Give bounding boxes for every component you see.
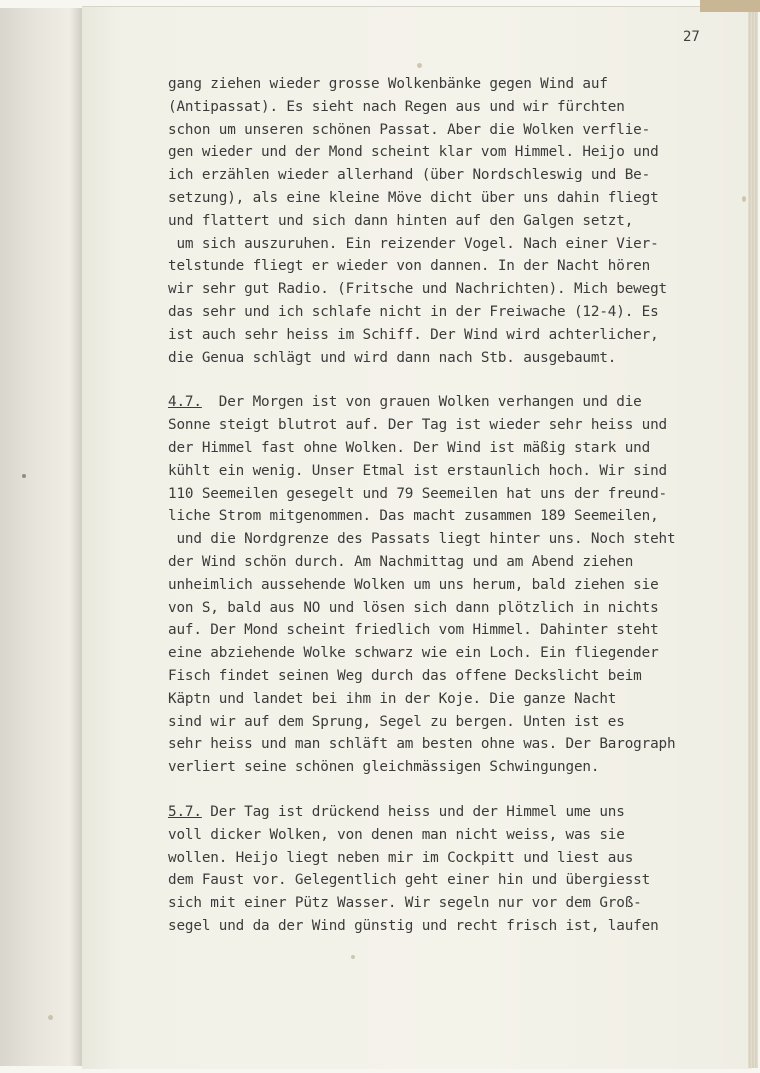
text-line: um sich auszuruhen. Ein reizender Vogel. Nach einer Vier- [168, 235, 659, 252]
paper-speck [417, 63, 422, 68]
paper-speck [48, 1015, 53, 1020]
diary-entry-5-7 [168, 801, 740, 938]
paper-speck [351, 955, 355, 959]
text-line: wollen. Heijo liegt neben mir im Cockpitt und liest aus [168, 849, 634, 866]
text-line: und die Nordgrenze des Passats liegt hinter uns. Noch steht [168, 531, 676, 548]
text-line: ich erzählen wieder allerhand (über Nordschleswig und Be- [168, 167, 651, 184]
text-line-rest: Der Tag ist drückend heiss und der Himmel ume uns [201, 803, 625, 820]
text-line: gang ziehen wieder grosse Wolkenbänke gegen Wind auf [168, 76, 608, 92]
text-line: gen wieder und der Mond scheint klar vom Himmel. Heijo und [168, 144, 659, 161]
typewritten-text [168, 73, 740, 938]
paper-speck [742, 196, 746, 202]
text-line: voll dicker Wolken, von denen man nicht weiss, was sie [168, 826, 625, 843]
text-line: 110 Seemeilen gesegelt und 79 Seemeilen hat uns der freund- [168, 485, 667, 502]
text-line: unheimlich aussehende Wolken um uns herum, bald ziehen sie [168, 576, 659, 593]
text-line: von S, bald aus NO und lösen sich dann plötzlich in nichts [168, 599, 659, 616]
text-line: sind wir auf dem Sprung, Segel zu bergen. Unten ist es [168, 713, 625, 730]
text-line: der Himmel fast ohne Wolken. Der Wind ist mäßig stark und [168, 439, 651, 456]
cover-edge-strip [700, 0, 760, 12]
page-number: 27 [683, 29, 700, 45]
text-line: dem Faust vor. Gelegentlich geht einer hin und übergiesst [168, 872, 651, 889]
text-line: das sehr und ich schlafe nicht in der Freiwache (12-4). Es [168, 303, 659, 320]
text-line: sich mit einer Pütz Wasser. Wir segeln nur vor dem Groß- [168, 895, 642, 912]
text-line: kühlt ein wenig. Unser Etmal ist erstaunlich hoch. Wir sind [168, 462, 667, 479]
text-line: Käptn und landet bei ihm in der Koje. Die ganze Nacht [168, 690, 617, 707]
text-line: wir sehr gut Radio. (Fritsche und Nachrichten). Mich bewegt [168, 281, 667, 298]
text-line: sehr heiss und man schläft am besten ohne was. Der Barograph [168, 736, 676, 753]
text-line: auf. Der Mond scheint friedlich vom Himmel. Dahinter steht [168, 622, 659, 639]
text-line: segel und da der Wind günstig und recht frisch ist, laufen [168, 917, 659, 934]
text-line: ist auch sehr heiss im Schiff. Der Wind wird achterlicher, [168, 326, 659, 343]
text-line: der Wind schön durch. Am Nachmittag und am Abend ziehen [168, 553, 634, 570]
text-line: Sonne steigt blutrot auf. Der Tag ist wieder sehr heiss und [168, 417, 667, 434]
text-line [168, 801, 740, 824]
text-line: setzung), als eine kleine Möve dicht über uns dahin fliegt [168, 189, 659, 206]
diary-entry-4-7 [168, 391, 740, 779]
text-line: verliert seine schönen gleichmässigen Schwingungen. [168, 759, 600, 776]
text-line: schon um unseren schönen Passat. Aber die Wolken verflie- [168, 121, 651, 138]
text-line [168, 391, 740, 414]
text-line: liche Strom mitgenommen. Das macht zusammen 189 Seemeilen, [168, 508, 659, 525]
paragraph-continuation [168, 73, 740, 369]
text-line: eine abziehende Wolke schwarz wie ein Loch. Ein fliegender [168, 645, 659, 662]
text-line: telstunde fliegt er wieder von dannen. In der Nacht hören [168, 258, 651, 275]
text-line: die Genua schlägt und wird dann nach Stb. ausgebaumt. [168, 349, 617, 366]
entry-date: 4.7. [168, 394, 202, 411]
text-line: Fisch findet seinen Weg durch das offene Deckslicht beim [168, 667, 642, 684]
paper-speck [22, 474, 26, 478]
text-line: und flattert und sich dann hinten auf den Galgen setzt, [168, 212, 634, 229]
text-line: (Antipassat). Es sieht nach Regen aus und wir fürchten [168, 98, 625, 115]
text-line-rest: Der Morgen ist von grauen Wolken verhangen und die [201, 394, 642, 411]
facing-page-edge [0, 8, 83, 1066]
entry-date: 5.7. [168, 803, 202, 820]
page-stack-edge [748, 6, 758, 1068]
